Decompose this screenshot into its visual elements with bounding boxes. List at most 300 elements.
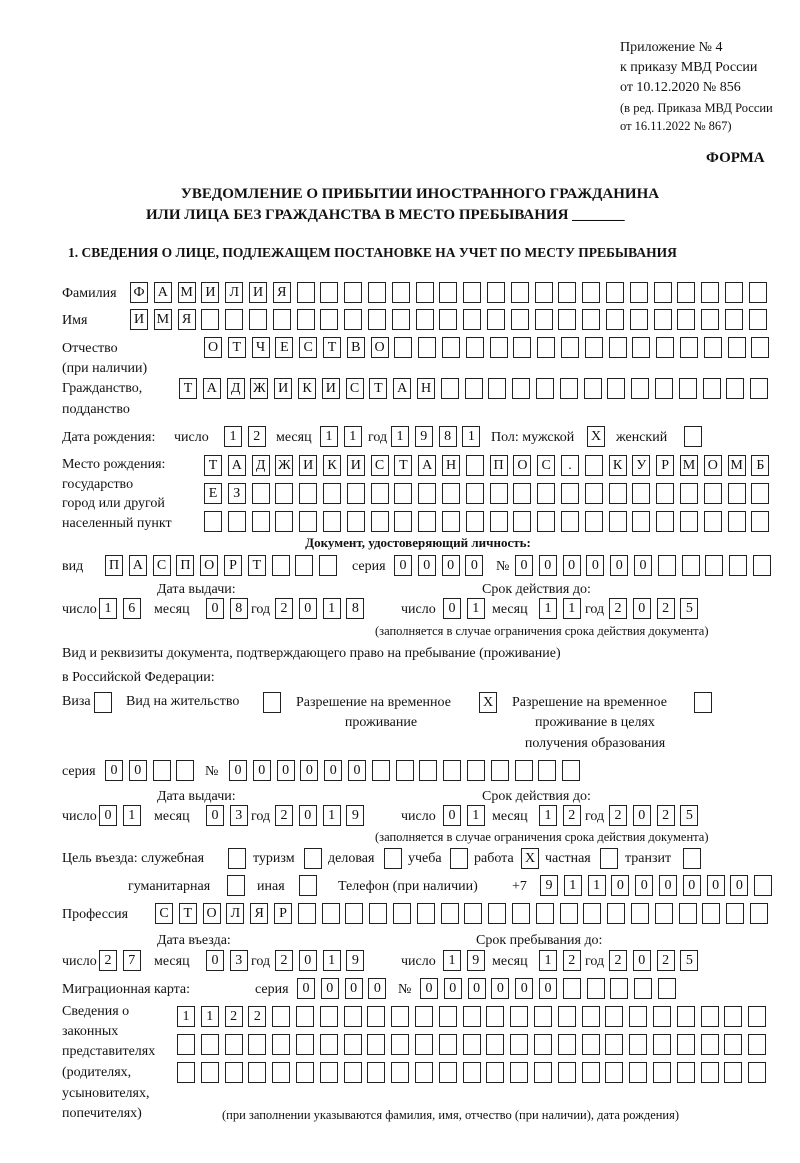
char-cell[interactable] (609, 337, 627, 358)
patronymic-field[interactable] (204, 337, 775, 359)
char-cell[interactable] (248, 1062, 266, 1083)
char-cell[interactable]: 0 (321, 978, 339, 999)
char-cell[interactable]: П (105, 555, 123, 576)
char-cell[interactable]: 2 (563, 950, 581, 971)
doc-valid-month-field[interactable] (539, 598, 587, 620)
char-cell[interactable]: 0 (229, 760, 247, 781)
char-cell[interactable]: И (201, 282, 219, 303)
char-cell[interactable] (682, 555, 700, 576)
char-cell[interactable] (153, 760, 171, 781)
char-cell[interactable] (299, 875, 317, 896)
char-cell[interactable]: 0 (659, 875, 677, 896)
char-cell[interactable]: 5 (680, 950, 698, 971)
char-cell[interactable]: 1 (201, 1006, 219, 1027)
char-cell[interactable] (442, 483, 460, 504)
migration-series-field[interactable] (297, 978, 392, 1000)
char-cell[interactable] (701, 1006, 719, 1027)
char-cell[interactable]: 8 (230, 598, 248, 619)
char-cell[interactable] (605, 1062, 623, 1083)
char-cell[interactable]: Т (204, 455, 222, 476)
char-cell[interactable] (323, 511, 341, 532)
char-cell[interactable] (585, 337, 603, 358)
char-cell[interactable] (754, 875, 772, 896)
char-cell[interactable]: 0 (368, 978, 386, 999)
char-cell[interactable] (176, 760, 194, 781)
char-cell[interactable] (228, 511, 246, 532)
char-cell[interactable] (487, 282, 505, 303)
char-cell[interactable] (490, 511, 508, 532)
doc-valid-year-field[interactable] (609, 598, 704, 620)
char-cell[interactable] (299, 511, 317, 532)
char-cell[interactable]: И (299, 455, 317, 476)
char-cell[interactable]: X (521, 848, 539, 869)
birth-place-row-1[interactable] (204, 455, 775, 477)
char-cell[interactable]: 0 (539, 555, 557, 576)
char-cell[interactable] (535, 309, 553, 330)
char-cell[interactable] (248, 1034, 266, 1055)
char-cell[interactable]: 0 (586, 555, 604, 576)
char-cell[interactable] (392, 282, 410, 303)
char-cell[interactable]: 0 (610, 555, 628, 576)
char-cell[interactable] (655, 903, 673, 924)
char-cell[interactable] (371, 511, 389, 532)
birth-day-field[interactable] (224, 426, 272, 448)
char-cell[interactable] (513, 511, 531, 532)
char-cell[interactable] (726, 903, 744, 924)
stay-issue-day-field[interactable] (99, 805, 147, 827)
stay-issue-month-field[interactable] (206, 805, 254, 827)
char-cell[interactable]: 1 (344, 426, 362, 447)
char-cell[interactable] (751, 337, 769, 358)
char-cell[interactable] (490, 337, 508, 358)
char-cell[interactable] (467, 760, 485, 781)
char-cell[interactable]: 1 (99, 598, 117, 619)
char-cell[interactable]: А (129, 555, 147, 576)
char-cell[interactable]: 0 (515, 978, 533, 999)
char-cell[interactable]: И (347, 455, 365, 476)
migration-number-field[interactable] (420, 978, 682, 1000)
char-cell[interactable] (511, 282, 529, 303)
char-cell[interactable] (606, 282, 624, 303)
char-cell[interactable] (320, 282, 338, 303)
char-cell[interactable]: 0 (253, 760, 271, 781)
char-cell[interactable] (201, 309, 219, 330)
char-cell[interactable]: 0 (465, 555, 483, 576)
char-cell[interactable]: 5 (680, 805, 698, 826)
char-cell[interactable]: 0 (99, 805, 117, 826)
birth-year-field[interactable] (391, 426, 486, 448)
char-cell[interactable] (463, 1034, 481, 1055)
gender-female-checkbox[interactable] (684, 426, 708, 448)
char-cell[interactable]: 2 (609, 950, 627, 971)
char-cell[interactable] (538, 760, 556, 781)
char-cell[interactable]: 0 (683, 875, 701, 896)
char-cell[interactable] (609, 511, 627, 532)
char-cell[interactable]: А (154, 282, 172, 303)
char-cell[interactable]: С (346, 378, 364, 399)
char-cell[interactable] (702, 903, 720, 924)
char-cell[interactable] (225, 1062, 243, 1083)
char-cell[interactable] (347, 483, 365, 504)
char-cell[interactable]: 1 (588, 875, 606, 896)
char-cell[interactable]: П (490, 455, 508, 476)
char-cell[interactable] (724, 1006, 742, 1027)
char-cell[interactable] (415, 1034, 433, 1055)
char-cell[interactable] (391, 1034, 409, 1055)
char-cell[interactable] (510, 1034, 528, 1055)
purpose-official-checkbox[interactable] (228, 848, 252, 870)
char-cell[interactable]: 1 (320, 426, 338, 447)
char-cell[interactable]: 0 (420, 978, 438, 999)
char-cell[interactable]: С (537, 455, 555, 476)
char-cell[interactable] (534, 1006, 552, 1027)
char-cell[interactable] (656, 511, 674, 532)
char-cell[interactable]: 0 (300, 760, 318, 781)
char-cell[interactable] (344, 1034, 362, 1055)
char-cell[interactable]: 1 (467, 805, 485, 826)
char-cell[interactable] (394, 337, 412, 358)
char-cell[interactable] (488, 903, 506, 924)
char-cell[interactable] (677, 282, 695, 303)
char-cell[interactable]: 0 (345, 978, 363, 999)
char-cell[interactable] (701, 1062, 719, 1083)
char-cell[interactable] (510, 1006, 528, 1027)
citizenship-field[interactable] (179, 378, 774, 400)
char-cell[interactable] (536, 378, 554, 399)
char-cell[interactable] (391, 1006, 409, 1027)
char-cell[interactable]: Т (323, 337, 341, 358)
char-cell[interactable] (490, 483, 508, 504)
char-cell[interactable]: Л (225, 282, 243, 303)
char-cell[interactable] (418, 483, 436, 504)
stay-year-field[interactable] (609, 950, 704, 972)
entry-month-field[interactable] (206, 950, 254, 972)
char-cell[interactable] (486, 1034, 504, 1055)
char-cell[interactable] (441, 903, 459, 924)
char-cell[interactable]: 1 (224, 426, 242, 447)
char-cell[interactable]: Ч (252, 337, 270, 358)
char-cell[interactable] (749, 309, 767, 330)
char-cell[interactable]: О (513, 455, 531, 476)
char-cell[interactable] (607, 378, 625, 399)
char-cell[interactable]: Т (369, 378, 387, 399)
char-cell[interactable]: 9 (346, 805, 364, 826)
char-cell[interactable] (558, 1062, 576, 1083)
char-cell[interactable] (629, 1006, 647, 1027)
char-cell[interactable] (560, 378, 578, 399)
char-cell[interactable] (634, 978, 652, 999)
char-cell[interactable]: Ж (275, 455, 293, 476)
char-cell[interactable]: 0 (443, 805, 461, 826)
char-cell[interactable]: 2 (657, 598, 675, 619)
char-cell[interactable]: 0 (707, 875, 725, 896)
char-cell[interactable]: 2 (657, 950, 675, 971)
char-cell[interactable] (535, 282, 553, 303)
char-cell[interactable] (510, 1062, 528, 1083)
char-cell[interactable] (728, 511, 746, 532)
purpose-business-checkbox[interactable] (384, 848, 408, 870)
char-cell[interactable] (684, 426, 702, 447)
char-cell[interactable]: Т (394, 455, 412, 476)
char-cell[interactable] (319, 555, 337, 576)
char-cell[interactable] (273, 309, 291, 330)
char-cell[interactable] (177, 1034, 195, 1055)
char-cell[interactable]: 2 (99, 950, 117, 971)
surname-field[interactable] (130, 282, 773, 304)
char-cell[interactable] (658, 978, 676, 999)
char-cell[interactable] (320, 309, 338, 330)
char-cell[interactable] (751, 483, 769, 504)
char-cell[interactable] (465, 378, 483, 399)
char-cell[interactable] (272, 555, 290, 576)
char-cell[interactable] (177, 1062, 195, 1083)
representatives-row-2[interactable] (177, 1034, 772, 1056)
char-cell[interactable] (558, 1006, 576, 1027)
stay-issue-year-field[interactable] (275, 805, 370, 827)
char-cell[interactable] (345, 903, 363, 924)
char-cell[interactable] (369, 903, 387, 924)
stay-day-field[interactable] (443, 950, 491, 972)
char-cell[interactable] (249, 309, 267, 330)
char-cell[interactable] (396, 760, 414, 781)
char-cell[interactable] (297, 282, 315, 303)
char-cell[interactable] (466, 337, 484, 358)
char-cell[interactable] (344, 1006, 362, 1027)
char-cell[interactable] (607, 903, 625, 924)
char-cell[interactable]: М (680, 455, 698, 476)
char-cell[interactable]: 2 (275, 598, 293, 619)
char-cell[interactable]: П (176, 555, 194, 576)
char-cell[interactable] (296, 1034, 314, 1055)
char-cell[interactable] (466, 511, 484, 532)
char-cell[interactable] (562, 760, 580, 781)
doc-series-field[interactable] (394, 555, 489, 577)
char-cell[interactable] (703, 378, 721, 399)
char-cell[interactable]: 0 (491, 978, 509, 999)
char-cell[interactable]: Л (226, 903, 244, 924)
char-cell[interactable] (367, 1062, 385, 1083)
char-cell[interactable] (653, 1006, 671, 1027)
char-cell[interactable] (275, 483, 293, 504)
char-cell[interactable] (631, 378, 649, 399)
char-cell[interactable] (416, 309, 434, 330)
char-cell[interactable] (704, 337, 722, 358)
char-cell[interactable]: В (347, 337, 365, 358)
char-cell[interactable] (585, 483, 603, 504)
char-cell[interactable]: 0 (563, 555, 581, 576)
char-cell[interactable] (748, 1034, 766, 1055)
char-cell[interactable]: 0 (539, 978, 557, 999)
char-cell[interactable] (225, 309, 243, 330)
char-cell[interactable]: 1 (563, 598, 581, 619)
char-cell[interactable] (632, 337, 650, 358)
char-cell[interactable] (558, 282, 576, 303)
char-cell[interactable]: 0 (515, 555, 533, 576)
char-cell[interactable]: 0 (730, 875, 748, 896)
char-cell[interactable] (605, 1006, 623, 1027)
char-cell[interactable] (655, 378, 673, 399)
char-cell[interactable]: X (479, 692, 497, 713)
char-cell[interactable]: 0 (299, 598, 317, 619)
char-cell[interactable]: 2 (275, 950, 293, 971)
char-cell[interactable] (298, 903, 316, 924)
char-cell[interactable]: 2 (275, 805, 293, 826)
birth-month-field[interactable] (320, 426, 368, 448)
char-cell[interactable]: 1 (323, 598, 341, 619)
char-cell[interactable]: Я (273, 282, 291, 303)
char-cell[interactable] (582, 1034, 600, 1055)
char-cell[interactable]: 2 (248, 1006, 266, 1027)
char-cell[interactable]: С (153, 555, 171, 576)
char-cell[interactable] (656, 483, 674, 504)
char-cell[interactable] (749, 282, 767, 303)
char-cell[interactable]: Е (275, 337, 293, 358)
char-cell[interactable] (748, 1062, 766, 1083)
char-cell[interactable] (252, 511, 270, 532)
char-cell[interactable]: 1 (443, 950, 461, 971)
char-cell[interactable] (537, 511, 555, 532)
char-cell[interactable] (466, 483, 484, 504)
char-cell[interactable]: 0 (443, 598, 461, 619)
stay-valid-month-field[interactable] (539, 805, 587, 827)
residence-permit-checkbox[interactable] (263, 692, 287, 714)
char-cell[interactable]: Я (178, 309, 196, 330)
char-cell[interactable] (560, 903, 578, 924)
char-cell[interactable] (654, 282, 672, 303)
gender-male-checkbox[interactable] (587, 426, 611, 448)
char-cell[interactable] (632, 483, 650, 504)
name-field[interactable] (130, 309, 773, 331)
char-cell[interactable] (728, 337, 746, 358)
char-cell[interactable]: Е (204, 483, 222, 504)
char-cell[interactable] (582, 1062, 600, 1083)
char-cell[interactable]: К (323, 455, 341, 476)
char-cell[interactable]: 0 (129, 760, 147, 781)
char-cell[interactable]: Ж (250, 378, 268, 399)
char-cell[interactable]: 2 (609, 598, 627, 619)
char-cell[interactable] (272, 1034, 290, 1055)
char-cell[interactable] (486, 1006, 504, 1027)
birth-place-row-2[interactable] (204, 483, 775, 505)
char-cell[interactable]: 2 (225, 1006, 243, 1027)
char-cell[interactable] (487, 309, 505, 330)
stay-number-field[interactable] (229, 760, 586, 782)
char-cell[interactable]: 9 (415, 426, 433, 447)
char-cell[interactable]: Я (250, 903, 268, 924)
char-cell[interactable] (263, 692, 281, 713)
char-cell[interactable]: З (228, 483, 246, 504)
doc-issue-month-field[interactable] (206, 598, 254, 620)
char-cell[interactable]: 0 (299, 805, 317, 826)
char-cell[interactable] (368, 309, 386, 330)
representatives-row-1[interactable] (177, 1006, 772, 1028)
char-cell[interactable] (347, 511, 365, 532)
char-cell[interactable] (372, 760, 390, 781)
char-cell[interactable] (419, 760, 437, 781)
char-cell[interactable]: Т (228, 337, 246, 358)
char-cell[interactable] (515, 760, 533, 781)
char-cell[interactable]: К (609, 455, 627, 476)
char-cell[interactable] (582, 282, 600, 303)
char-cell[interactable]: 1 (539, 805, 557, 826)
char-cell[interactable] (367, 1006, 385, 1027)
char-cell[interactable] (585, 455, 603, 476)
char-cell[interactable] (679, 903, 697, 924)
char-cell[interactable]: 0 (418, 555, 436, 576)
char-cell[interactable] (705, 555, 723, 576)
char-cell[interactable] (701, 282, 719, 303)
phone-field[interactable] (540, 875, 778, 897)
char-cell[interactable]: 9 (540, 875, 558, 896)
char-cell[interactable]: 0 (444, 978, 462, 999)
char-cell[interactable]: 0 (633, 805, 651, 826)
char-cell[interactable] (272, 1006, 290, 1027)
char-cell[interactable] (629, 1034, 647, 1055)
char-cell[interactable]: 0 (105, 760, 123, 781)
edu-permit-checkbox[interactable] (694, 692, 718, 714)
char-cell[interactable] (751, 511, 769, 532)
char-cell[interactable] (587, 978, 605, 999)
temp-permit-checkbox[interactable] (479, 692, 503, 714)
stay-valid-day-field[interactable] (443, 805, 491, 827)
char-cell[interactable]: 2 (657, 805, 675, 826)
char-cell[interactable]: 9 (346, 950, 364, 971)
char-cell[interactable] (724, 1034, 742, 1055)
char-cell[interactable]: 1 (323, 805, 341, 826)
profession-field[interactable] (155, 903, 774, 925)
char-cell[interactable]: 2 (248, 426, 266, 447)
char-cell[interactable] (439, 1034, 457, 1055)
char-cell[interactable]: 0 (324, 760, 342, 781)
char-cell[interactable] (201, 1062, 219, 1083)
char-cell[interactable] (392, 309, 410, 330)
entry-day-field[interactable] (99, 950, 147, 972)
char-cell[interactable] (391, 1062, 409, 1083)
char-cell[interactable] (275, 511, 293, 532)
char-cell[interactable]: 3 (230, 805, 248, 826)
char-cell[interactable] (653, 1062, 671, 1083)
char-cell[interactable]: А (393, 378, 411, 399)
char-cell[interactable]: О (371, 337, 389, 358)
char-cell[interactable] (394, 511, 412, 532)
char-cell[interactable] (463, 282, 481, 303)
representatives-row-3[interactable] (177, 1062, 772, 1084)
char-cell[interactable]: Б (751, 455, 769, 476)
doc-issue-year-field[interactable] (275, 598, 370, 620)
char-cell[interactable]: 2 (609, 805, 627, 826)
char-cell[interactable] (584, 378, 602, 399)
char-cell[interactable]: Д (252, 455, 270, 476)
char-cell[interactable] (252, 483, 270, 504)
char-cell[interactable] (511, 309, 529, 330)
char-cell[interactable]: М (178, 282, 196, 303)
char-cell[interactable] (677, 1034, 695, 1055)
char-cell[interactable] (486, 1062, 504, 1083)
purpose-study-checkbox[interactable] (450, 848, 474, 870)
char-cell[interactable]: 0 (468, 978, 486, 999)
char-cell[interactable] (513, 337, 531, 358)
char-cell[interactable] (537, 337, 555, 358)
char-cell[interactable] (415, 1062, 433, 1083)
char-cell[interactable]: 1 (177, 1006, 195, 1027)
char-cell[interactable] (320, 1062, 338, 1083)
char-cell[interactable]: М (154, 309, 172, 330)
char-cell[interactable] (561, 337, 579, 358)
char-cell[interactable] (606, 309, 624, 330)
char-cell[interactable]: 1 (323, 950, 341, 971)
char-cell[interactable]: 0 (633, 598, 651, 619)
char-cell[interactable] (677, 1006, 695, 1027)
